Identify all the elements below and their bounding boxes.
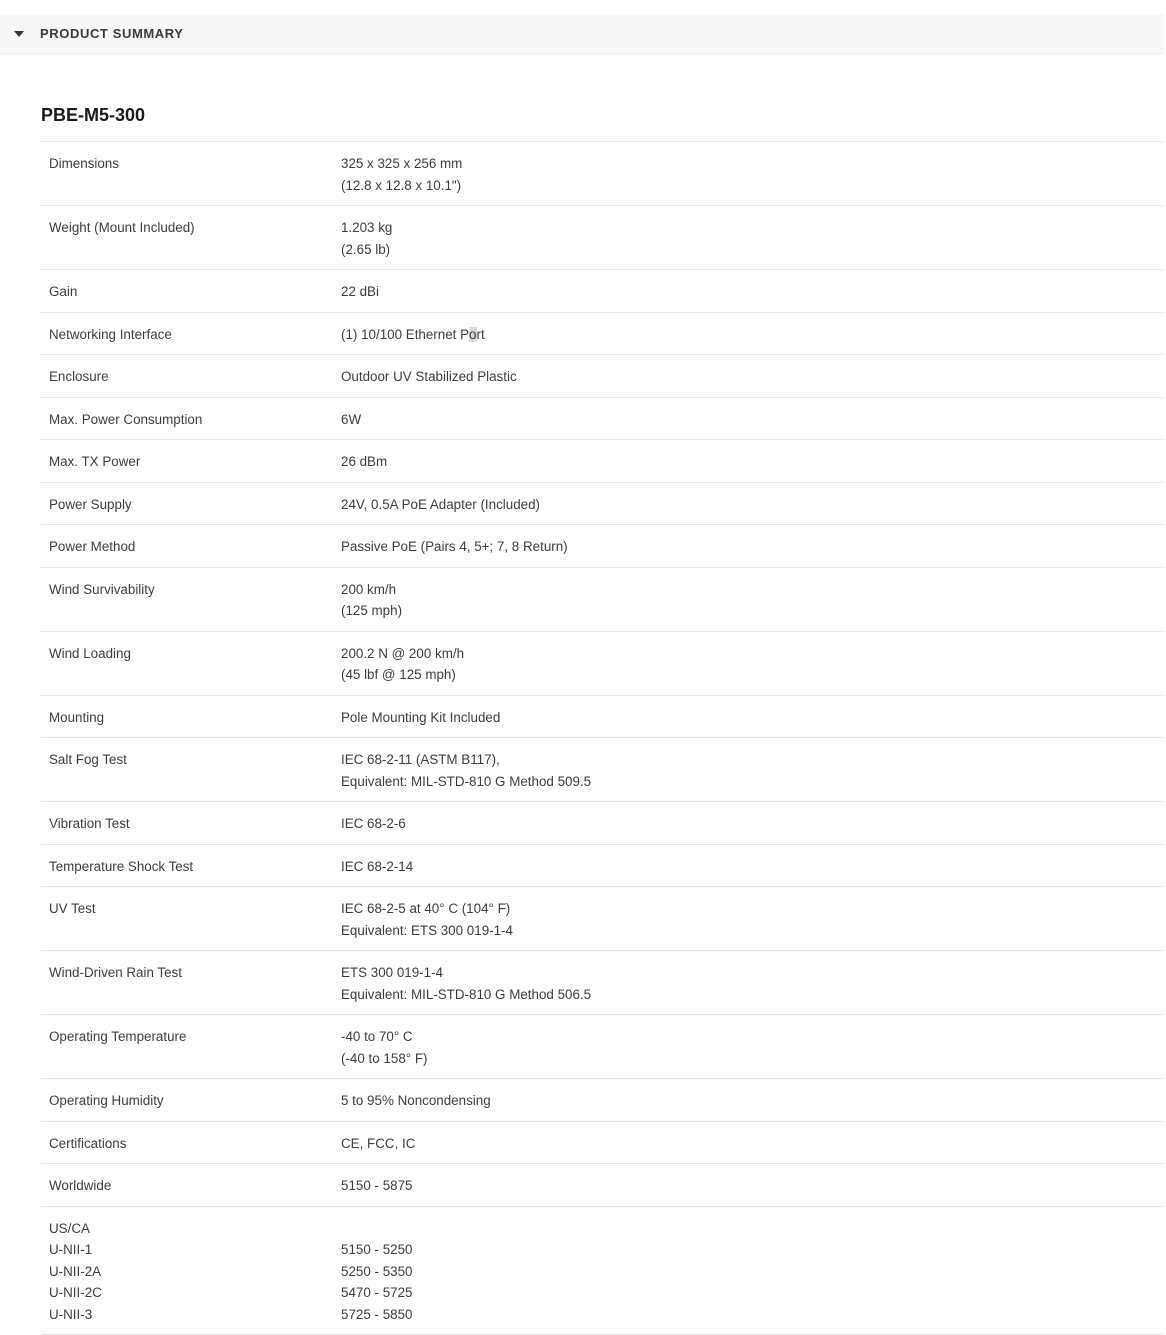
spec-value xyxy=(341,451,1164,473)
spec-value xyxy=(341,494,1164,516)
spec-value xyxy=(341,856,1164,878)
spec-row xyxy=(41,568,1164,632)
spec-row xyxy=(41,802,1164,845)
frequency-label: U-NII-3 xyxy=(49,1304,341,1326)
spec-label: Max. Power Consumption xyxy=(41,409,341,431)
spec-label: Power Method xyxy=(41,536,341,558)
spec-value xyxy=(341,281,1164,303)
spec-label: Max. TX Power xyxy=(41,451,341,473)
frequency-row xyxy=(41,1207,1164,1335)
frequency-values xyxy=(341,1218,1164,1326)
spec-row xyxy=(41,440,1164,483)
spec-value-line: (-40 to 158° F) xyxy=(341,1048,1164,1070)
section-label: PRODUCT SUMMARY xyxy=(40,26,184,41)
spec-value-text: rt xyxy=(477,327,485,342)
spec-label: Weight (Mount Included) xyxy=(41,217,341,260)
spec-label: Wind Survivability xyxy=(41,579,341,622)
spec-value-text: (1) 10/100 Ethernet P xyxy=(341,327,469,342)
spec-table xyxy=(41,141,1164,1335)
spec-row xyxy=(41,270,1164,313)
spec-value xyxy=(341,962,1164,1005)
spec-value-line: Outdoor UV Stabilized Plastic xyxy=(341,366,1164,388)
frequency-value: 5470 - 5725 xyxy=(341,1282,1164,1304)
frequency-value: 5725 - 5850 xyxy=(341,1304,1164,1326)
frequency-value: 5150 - 5250 xyxy=(341,1239,1164,1261)
spec-label: Certifications xyxy=(41,1133,341,1155)
spec-row xyxy=(41,398,1164,441)
frequency-label: U-NII-2A xyxy=(49,1261,341,1283)
spec-value-line: Pole Mounting Kit Included xyxy=(341,707,1164,729)
spec-value-line: 200.2 N @ 200 km/h xyxy=(341,643,1164,665)
spec-value-line: (12.8 x 12.8 x 10.1") xyxy=(341,175,1164,197)
spec-label: Mounting xyxy=(41,707,341,729)
spec-row xyxy=(41,1015,1164,1079)
frequency-value: 5250 - 5350 xyxy=(341,1261,1164,1283)
spec-label: Gain xyxy=(41,281,341,303)
spec-label: Wind Loading xyxy=(41,643,341,686)
spec-value xyxy=(341,536,1164,558)
spec-value-line: (125 mph) xyxy=(341,600,1164,622)
spec-value-line: -40 to 70° C xyxy=(341,1026,1164,1048)
spec-value-line: Equivalent: ETS 300 019-1-4 xyxy=(341,920,1164,942)
spec-value xyxy=(341,1026,1164,1069)
spec-value-line: 22 dBi xyxy=(341,281,1164,303)
spec-value-line: 200 km/h xyxy=(341,579,1164,601)
spec-row xyxy=(41,738,1164,802)
spec-value xyxy=(341,643,1164,686)
spec-value-line: IEC 68-2-5 at 40° C (104° F) xyxy=(341,898,1164,920)
caret-down-icon xyxy=(14,31,24,37)
spec-value-line: 5150 - 5875 xyxy=(341,1175,1164,1197)
spec-value-line: 1.203 kg xyxy=(341,217,1164,239)
spec-value xyxy=(341,324,1164,346)
spec-value xyxy=(341,813,1164,835)
product-title: PBE-M5-300 xyxy=(41,105,145,126)
spec-label: Operating Temperature xyxy=(41,1026,341,1069)
spec-label: Wind-Driven Rain Test xyxy=(41,962,341,1005)
spec-label: Salt Fog Test xyxy=(41,749,341,792)
spec-row xyxy=(41,887,1164,951)
spec-row xyxy=(41,313,1164,356)
spec-value xyxy=(341,366,1164,388)
spec-value-line: 26 dBm xyxy=(341,451,1164,473)
spec-value-line: IEC 68-2-14 xyxy=(341,856,1164,878)
spec-value xyxy=(341,749,1164,792)
spec-label: Networking Interface xyxy=(41,324,341,346)
spec-value-line: (45 lbf @ 125 mph) xyxy=(341,664,1164,686)
spec-label: UV Test xyxy=(41,898,341,941)
spec-label: Vibration Test xyxy=(41,813,341,835)
spec-row xyxy=(41,1079,1164,1122)
spec-value-line: 6W xyxy=(341,409,1164,431)
spec-value-line: ETS 300 019-1-4 xyxy=(341,962,1164,984)
spec-value-line: Equivalent: MIL-STD-810 G Method 509.5 xyxy=(341,771,1164,793)
spec-value-line: Passive PoE (Pairs 4, 5+; 7, 8 Return) xyxy=(341,536,1164,558)
frequency-label: U-NII-2C xyxy=(49,1282,341,1304)
product-summary-toggle[interactable] xyxy=(0,14,1164,54)
frequency-value xyxy=(341,1218,1164,1240)
spec-value-line: CE, FCC, IC xyxy=(341,1133,1164,1155)
spec-label: Power Supply xyxy=(41,494,341,516)
spec-value xyxy=(341,898,1164,941)
spec-row xyxy=(41,951,1164,1015)
spec-label: Dimensions xyxy=(41,153,341,196)
spec-row xyxy=(41,355,1164,398)
spec-value xyxy=(341,153,1164,196)
spec-value xyxy=(341,1175,1164,1197)
spec-row xyxy=(41,632,1164,696)
frequency-label: U-NII-1 xyxy=(49,1239,341,1261)
spec-label: Worldwide xyxy=(41,1175,341,1197)
spec-value xyxy=(341,217,1164,260)
spec-value xyxy=(341,1090,1164,1112)
spec-row xyxy=(41,845,1164,888)
text-cursor-highlight: o xyxy=(469,327,476,342)
spec-label: Enclosure xyxy=(41,366,341,388)
spec-row xyxy=(41,1122,1164,1165)
spec-value xyxy=(341,579,1164,622)
spec-row xyxy=(41,1164,1164,1207)
spec-value xyxy=(341,707,1164,729)
spec-label: Operating Humidity xyxy=(41,1090,341,1112)
spec-value-line: IEC 68-2-11 (ASTM B117), xyxy=(341,749,1164,771)
spec-value-line: (2.65 lb) xyxy=(341,239,1164,261)
spec-row xyxy=(41,206,1164,270)
spec-row xyxy=(41,696,1164,739)
spec-value xyxy=(341,1133,1164,1155)
spec-row xyxy=(41,483,1164,526)
spec-row xyxy=(41,525,1164,568)
spec-value-line: IEC 68-2-6 xyxy=(341,813,1164,835)
frequency-labels xyxy=(41,1218,341,1326)
spec-value-line: 5 to 95% Noncondensing xyxy=(341,1090,1164,1112)
spec-value xyxy=(341,409,1164,431)
spec-label: Temperature Shock Test xyxy=(41,856,341,878)
spec-value-line: Equivalent: MIL-STD-810 G Method 506.5 xyxy=(341,984,1164,1006)
spec-row xyxy=(41,142,1164,206)
spec-value-line: 24V, 0.5A PoE Adapter (Included) xyxy=(341,494,1164,516)
spec-value-line: 325 x 325 x 256 mm xyxy=(341,153,1164,175)
spec-value-line xyxy=(341,324,1164,346)
frequency-label: US/CA xyxy=(49,1218,341,1240)
